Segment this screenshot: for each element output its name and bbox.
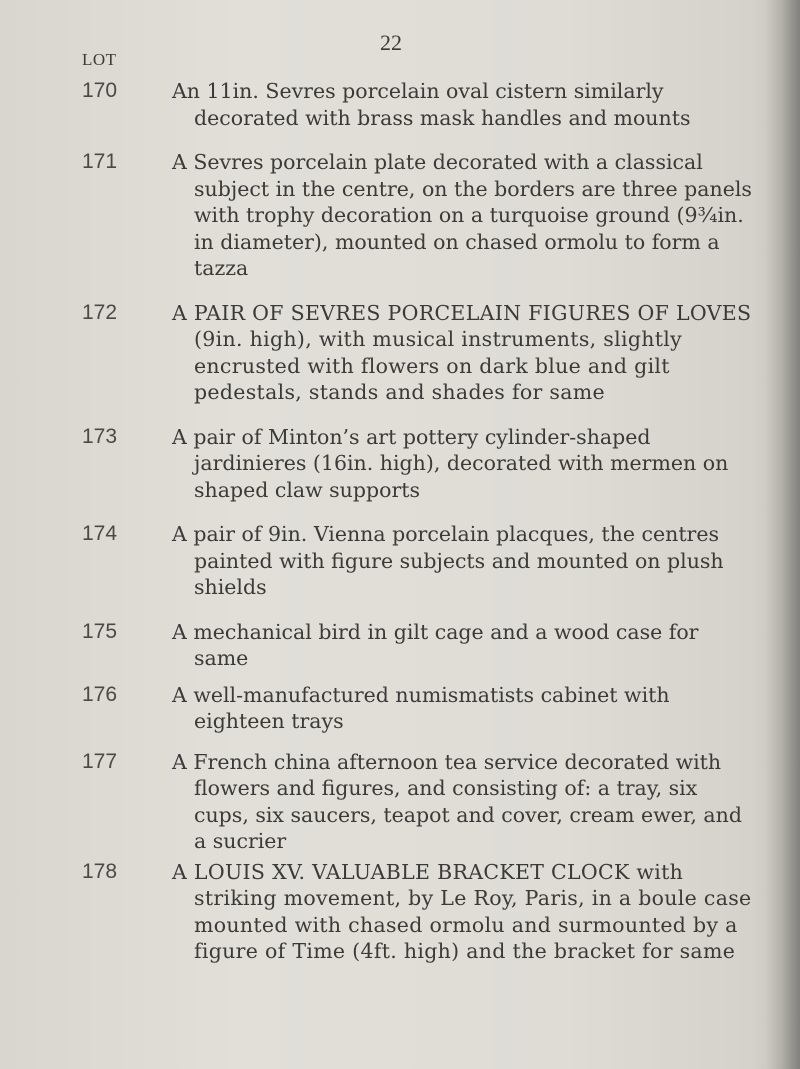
- lot-description: An 11in. Sevres porcelain oval cistern similarly decorated with brass mask handles and mounts: [172, 79, 691, 130]
- lot-entry-176: [0, 682, 800, 735]
- lot-list: [0, 78, 800, 965]
- lot-entry-177: [0, 749, 800, 855]
- lot-number: 172: [82, 300, 118, 324]
- lot-description: A Sevres porcelain plate decorated with a classical subject in the centre, on the borders are three panels with trophy decoration on a turquoise ground (9¾in. in diameter), mounted on chased ormolu to form a tazza: [172, 150, 752, 280]
- lot-description: A pair of Minton’s art pottery cylinder-shaped jardinieres (16in. high), decorated with mermen on shaped claw supports: [172, 424, 729, 502]
- lot-description: A pair of 9in. Vienna porcelain placques, the centres painted with figure subjects and mounted on plush shields: [172, 522, 724, 599]
- lot-description: A PAIR OF SEVRES PORCELAIN FIGURES OF LOVES (9in. high), with musical instruments, slightly encrusted with flowers on dark blue and gilt pedestals, stands and shades for same: [172, 300, 752, 404]
- lot-number: 176: [82, 682, 118, 706]
- lot-description: A well-manufactured numismatists cabinet with eighteen trays: [172, 682, 670, 733]
- lot-entry-172: [0, 300, 800, 406]
- lot-number: 178: [82, 859, 118, 883]
- lot-column-heading: LOT: [82, 50, 117, 69]
- lot-entry-178: [0, 859, 800, 965]
- lot-number: 174: [82, 522, 118, 545]
- lot-number: 177: [82, 749, 118, 773]
- lot-description: A French china afternoon tea service decorated with flowers and figures, and consisting of: a tray, six cups, six saucers, teapot and cover, cream ewer, and a sucrier: [172, 749, 742, 853]
- lot-number: 173: [82, 424, 118, 448]
- page-number: 22: [380, 30, 402, 55]
- lot-entry-174: [0, 521, 800, 601]
- lot-number: 171: [82, 150, 118, 173]
- lot-entry-175: [0, 619, 800, 672]
- lot-description: A LOUIS XV. VALUABLE BRACKET CLOCK with striking movement, by Le Roy, Paris, in a boule case mounted with chased ormolu and surmounted by a figure of Time (4ft. high) and the bracket for same: [172, 859, 752, 963]
- lot-number: 170: [82, 79, 118, 102]
- lot-entry-171: [0, 149, 800, 282]
- lot-description: A mechanical bird in gilt cage and a wood case for same: [172, 619, 699, 670]
- lot-entry-170: [0, 78, 800, 131]
- lot-number: 175: [82, 619, 118, 643]
- lot-entry-173: [0, 424, 800, 504]
